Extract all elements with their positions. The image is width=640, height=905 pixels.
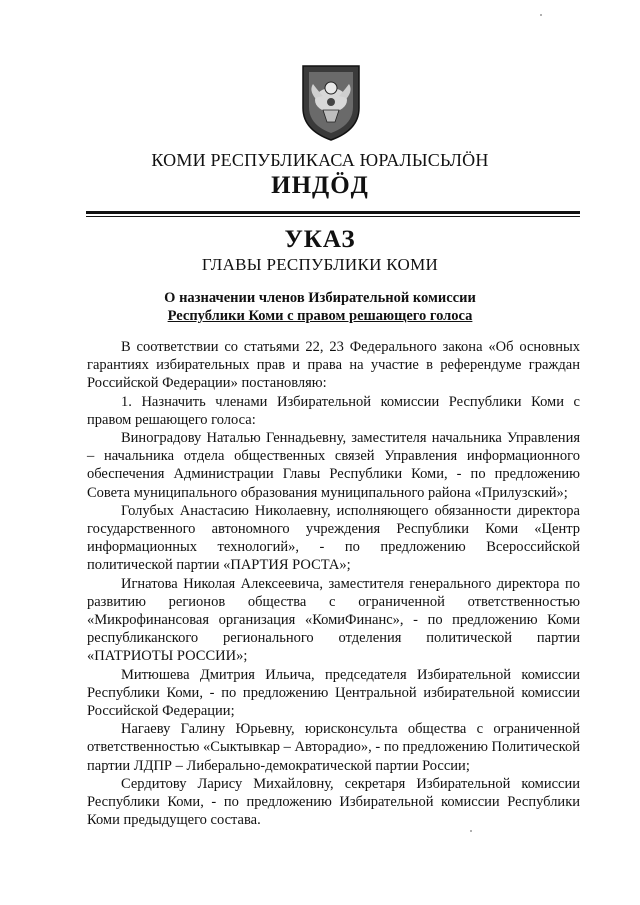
paragraph-appointee: Голубых Анастасию Николаевну, исполняющего обязанности директора государственного автономного учреждения Республики Коми «Центр информационных технологий», - по предложению Всероссийской политической партии «ПАРТИЯ РОСТА»; [87, 502, 580, 574]
paragraph-appointee: Виноградову Наталью Геннадьевну, заместителя начальника Управления – начальника отдела общественных связей Управления информационного обеспечения Администрации Главы Республики Коми, - по предложению Совета муниципального образования муниципального района «Прилузский»; [87, 430, 580, 501]
paragraph-appointee: Митюшева Дмитрия Ильича, председателя Избирательной комиссии Республики Коми, - по предложению Центральной избирательной комиссии Российской Федерации; [87, 666, 580, 720]
paragraph-appointee: Игнатова Николая Алексеевича, заместителя генерального директора по развитию регионов общества с ограниченной ответственностью «Микрофинансовая организация «КомиФинанс», - по предложению Коми республиканского регионального отделения политической партии «ПАТРИОТЫ РОССИИ»; [87, 575, 580, 665]
document-title-line-1: О назначении членов Избирательной комиссии [164, 290, 476, 306]
document-body [87, 338, 580, 829]
header-divider-thick [86, 211, 580, 214]
paragraph-clause-1: 1. Назначить членами Избирательной комиссии Республики Коми с правом решающего голоса: [87, 393, 580, 428]
republic-name: КОМИ РЕСПУБЛИКАСА ЮРАЛЫСЬЛӦН [151, 150, 489, 170]
coat-of-arms-icon [299, 62, 363, 142]
scan-speck [470, 830, 472, 832]
ukaz-heading: УКАЗ [284, 226, 356, 253]
header-divider-thin [86, 216, 580, 217]
paragraph-appointee: Нагаеву Галину Юрьевну, юрисконсульта общества с ограниченной ответственностью «Сыктывкар – Авторадио», - по предложению Политической партии ЛДПР – Либерально-демократической партии России; [87, 721, 580, 774]
issuer-heading: ГЛАВЫ РЕСПУБЛИКИ КОМИ [201, 255, 439, 274]
document-title-line-2: Республики Коми с правом решающего голоса [167, 308, 473, 324]
paragraph-appointee: Сердитову Ларису Михайловну, секретаря Избирательной комиссии Республики Коми, - по предложению Избирательной комиссии Республики Коми предыдущего состава. [87, 775, 580, 829]
scan-speck [540, 14, 542, 16]
paragraph-preamble: В соответствии со статьями 22, 23 Федерального закона «Об основных гарантиях избирательных прав и права на участие в референдуме граждан Российской Федерации» постановляю: [87, 339, 580, 392]
indod-heading: ИНДӦД [271, 172, 369, 199]
